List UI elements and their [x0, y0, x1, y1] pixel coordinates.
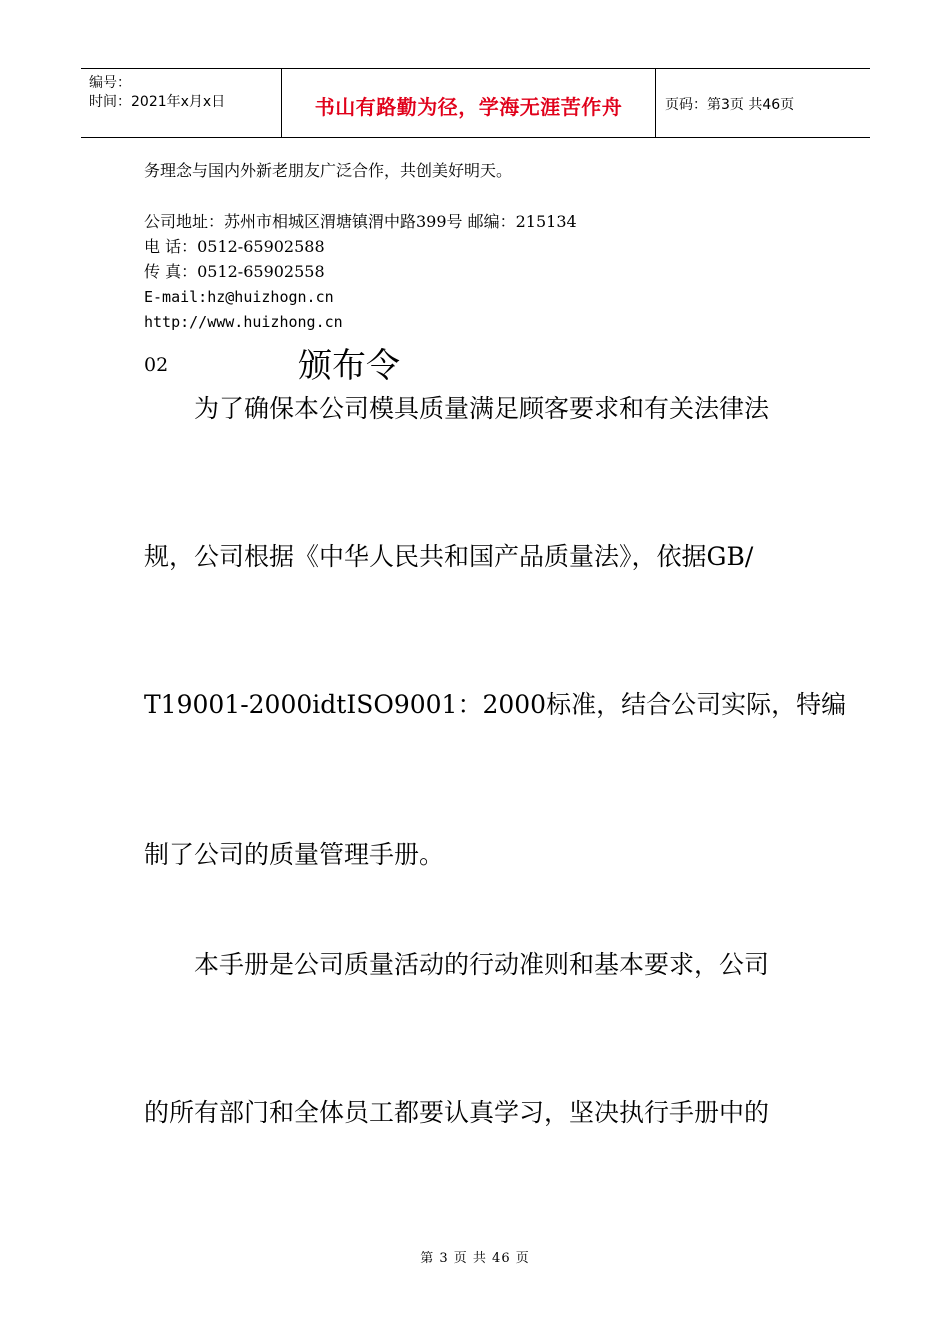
body-paragraph-line: 规，公司根据《中华人民共和国产品质量法》，依据GB/	[144, 542, 754, 571]
body-paragraph-line: 的所有部门和全体员工都要认真学习，坚决执行手册中的	[144, 1098, 770, 1127]
page-footer: 第 3 页 共 46 页	[420, 1251, 530, 1266]
header-motto-cell	[282, 69, 656, 137]
header-page-number: 页码：第3页 共46页	[665, 97, 795, 113]
company-email: E-mail:hz@huizhogn.cn	[144, 288, 334, 306]
body-paragraph-line: 为了确保本公司模具质量满足顾客要求和有关法律法	[194, 394, 770, 423]
section-title: 颁布令	[298, 346, 400, 386]
header-page-cell	[656, 69, 870, 137]
header-motto: 书山有路勤为径，学海无涯苦作舟	[314, 95, 623, 119]
intro-tail-text: 务理念与国内外新老朋友广泛合作，共创美好明天。	[144, 161, 513, 180]
company-phone: 电 话：0512-65902588	[144, 237, 325, 256]
document-header	[81, 68, 870, 138]
document-number-label: 编号：	[89, 75, 131, 91]
company-address: 公司地址：苏州市相城区渭塘镇渭中路399号 邮编：215134	[144, 212, 577, 231]
body-paragraph-line: 制了公司的质量管理手册。	[144, 840, 445, 869]
header-left-cell	[81, 69, 282, 137]
company-fax: 传 真：0512-65902558	[144, 262, 325, 281]
document-time-label: 时间：2021年x月x日	[89, 94, 226, 110]
section-number: 02	[144, 354, 169, 376]
company-website: http://www.huizhong.cn	[144, 313, 343, 331]
body-paragraph-line: T19001-2000idtISO9001：2000标准，结合公司实际，特编	[144, 690, 847, 719]
body-paragraph-line: 本手册是公司质量活动的行动准则和基本要求，公司	[194, 950, 770, 979]
